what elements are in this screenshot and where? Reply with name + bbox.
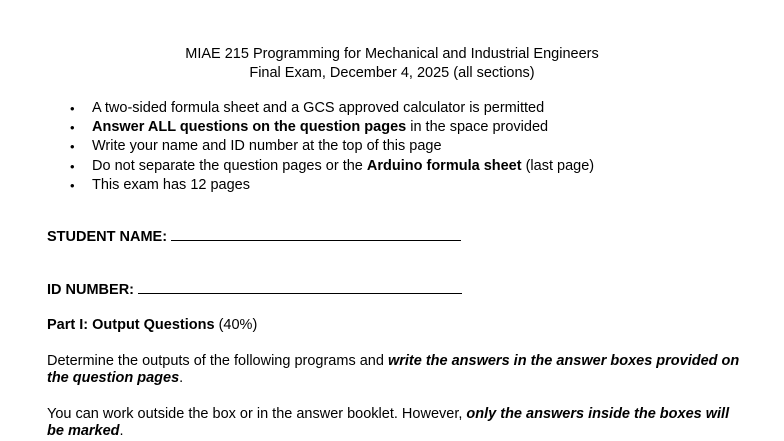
instruction-item [70,137,594,156]
id-number-blank[interactable] [138,292,462,294]
instruction-text: Do not separate the question pages or the [92,157,367,174]
exam-header [0,45,784,83]
bullet-icon: • [70,158,75,174]
id-number-label: ID NUMBER: [47,282,134,298]
paragraph-text: You can work outside the box or in the answer booklet. However, [47,406,467,422]
paragraph-emphasis: only the answers inside the boxes will be marked [47,406,730,439]
paragraph-emphasis: write the answers in the answer boxes provided on the question pages [47,353,740,386]
instruction-text: This exam has 12 pages [92,176,250,193]
paragraph-end: . [119,423,124,439]
student-name-blank[interactable] [171,239,461,241]
part-weight: (40%) [214,317,258,333]
instruction-text: in the space provided [406,119,549,136]
instruction-bold-text: Arduino formula sheet [366,157,522,174]
paragraph-text: Determine the outputs of the following programs and [47,353,388,369]
bullet-icon: • [70,177,75,193]
instruction-bold-text: Answer ALL questions on the question pages [92,119,407,136]
bullet-icon: • [70,101,75,116]
student-name-label: STUDENT NAME: [47,229,168,245]
part-heading [47,317,747,334]
instructions-paragraph [47,353,747,387]
instruction-item [70,157,594,176]
student-name-field[interactable] [47,229,461,245]
instruction-text: A two-sided formula sheet and a GCS approved calculator is permitted [92,100,545,116]
instruction-text: Write your name and ID number at the top of this page [92,138,442,155]
instruction-item [70,118,594,137]
bullet-icon: • [70,139,75,155]
exam-date: Final Exam, December 4, 2025 (all sections) [249,65,535,81]
id-number-field[interactable] [47,282,462,298]
paragraph-end: . [179,370,184,386]
instruction-list [70,99,594,195]
course-title: MIAE 215 Programming for Mechanical and Industrial Engineers [185,46,599,62]
instruction-item [70,176,594,195]
marking-paragraph [47,406,747,440]
bullet-icon: • [70,120,75,136]
instruction-text: (last page) [521,157,595,174]
instruction-item [70,99,594,118]
part-title: Part I: Output Questions [47,317,215,333]
